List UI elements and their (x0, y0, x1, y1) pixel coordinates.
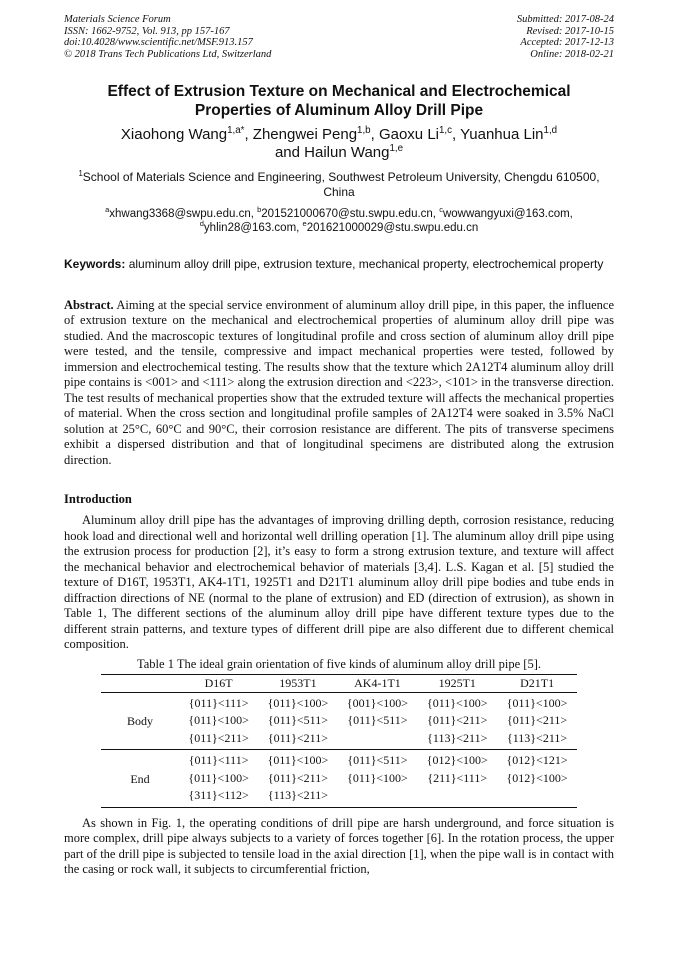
table-cell: {011}<100> (506, 695, 568, 710)
author-line-1: Xiaohong Wang$^{1,a*}$, Zhengwei Peng$^{1,b}$, Gaoxu Li$^{1,c}$, Yuanhua Lin$^{1,d}$ (120, 125, 558, 143)
table-cell: {011}<211> (506, 713, 568, 727)
email-c: wowwangyuxi@163.com, (442, 208, 573, 220)
author-emails (64, 205, 614, 235)
table-header-cell: 1925T1 (417, 674, 497, 692)
table-cell: {113}<211> (417, 730, 497, 750)
table-header-row (101, 674, 577, 692)
table-row (101, 692, 577, 712)
table-caption: Table 1 The ideal grain orientation of five kinds of aluminum alloy drill pipe [5]. (137, 656, 541, 671)
table-header-cell: D16T (179, 674, 258, 692)
table-cell: {011}<100> (426, 695, 488, 710)
journal-name: Materials Science Forum (64, 14, 171, 25)
table-header-cell: AK4-1T1 (338, 674, 418, 692)
author-name: Gaoxu Li (378, 126, 439, 143)
paper-title (64, 82, 614, 120)
date-revised: Revised: 2017-10-15 (526, 25, 614, 37)
email-sup: e (302, 218, 307, 228)
table-cell (497, 787, 577, 807)
row-group-label-end: End (101, 750, 179, 808)
table-cell: {113}<211> (258, 787, 337, 807)
table-cell (338, 787, 418, 807)
table-row (101, 750, 577, 770)
author-sup: 1,d (543, 125, 558, 136)
email-sup: a (105, 205, 110, 215)
author-list (64, 126, 614, 162)
email-sup: b (257, 205, 262, 215)
keywords-label: Keywords: (64, 257, 126, 271)
paper-page (64, 14, 614, 878)
journal-doi: doi:10.4028/www.scientific.net/MSF.913.157 (64, 37, 253, 48)
table-cell: {311}<112> (179, 787, 258, 807)
paper-title-line-1: Effect of Extrusion Texture on Mechanical and Electrochemical (107, 83, 571, 100)
journal-issn: ISSN: 1662-9752, Vol. 913, pp 157-167 (64, 25, 230, 37)
table-cell: {011}<511> (347, 713, 408, 727)
table-cell: {011}<211> (179, 730, 258, 750)
email-sup: c (439, 205, 443, 215)
email-e: 201621000029@stu.swpu.edu.cn (306, 221, 479, 234)
author-sup: 1,e (389, 143, 404, 154)
affiliation-text: School of Materials Science and Engineering, Southwest Petroleum University, Chengdu 610500, China (82, 170, 600, 199)
affiliation (64, 170, 614, 200)
journal-header (64, 14, 614, 60)
email-sup: d (199, 218, 204, 228)
author-line-2 (64, 144, 614, 162)
submission-dates (517, 14, 614, 60)
table-cell: {011}<511> (347, 753, 408, 767)
row-group-label-body: Body (101, 692, 179, 750)
table-cell: {011}<211> (427, 713, 488, 727)
author-name: Zhengwei Peng (252, 126, 358, 143)
table-header-cell: D21T1 (497, 674, 577, 692)
keywords (64, 257, 614, 272)
table-cell: {113}<211> (497, 730, 577, 750)
table-cell: {011}<211> (267, 770, 328, 785)
table-cell: {011}<100> (267, 753, 329, 767)
email-b: 201521000670@stu.swpu.edu.cn, (261, 208, 437, 220)
email-d: yhlin28@163.com, (203, 221, 300, 234)
table-header-cell: 1953T1 (258, 674, 337, 692)
orientation-table (101, 674, 577, 808)
affiliation-sup: 1 (78, 169, 83, 178)
email-a: xhwang3368@swpu.edu.cn, (109, 208, 254, 220)
author-name: Yuanhua Lin (460, 126, 544, 143)
table-cell: {011}<100> (188, 770, 249, 785)
table-header-cell (101, 674, 179, 692)
author-sup: 1,a* (227, 125, 245, 136)
abstract-text: Aiming at the special service environment of aluminum alloy drill pipe, in this paper, the influence of extrusion texture on the mechanical and electrochemical properties of aluminum alloy drill pipe was studied. And the macroscopic textures of longitudinal profile and cross section of aluminum alloy drill pipe were tested, and the tensile, compressive and impact mechanical properties were tested, followed by immersion and electrochemical testing. The results show that the texture which 2A12T4 aluminum alloy drill pipe contains is <001> and <111> along the extrusion direction and <223>, <101> in the transverse direction. The test results of mechanical properties show that the extruded texture will affects the mechanical properties of material. When the cross section and longitudinal profile samples of 2A12T4 were soaked in 3.5% NaCl solution at 25°C, 60°C and 90°C, their corrosion resistance are different. The pits of transverse specimens exhibit a dispersed distribution and that of longitudinal specimens are distributed along the extrusion direction. (64, 297, 614, 467)
table-cell: {011}<111> (188, 695, 249, 710)
date-submitted: Submitted: 2017-08-24 (516, 14, 614, 25)
keywords-text: aluminum alloy drill pipe, extrusion texture, mechanical property, electrochemical property (128, 257, 604, 271)
table-cell: {012}<100> (506, 770, 568, 785)
author-name: Xiaohong Wang (120, 126, 228, 143)
table-cell: {211}<111> (427, 770, 488, 785)
table-1 (64, 657, 614, 808)
introduction-paragraph-1: Aluminum alloy drill pipe has the advantages of improving drilling depth, corrosion resistance, reducing hook load and directional well and horizontal well drilling operation [1]. The aluminum alloy drill pipe using the extrusion process for production [2], it’s easy to form a strong extrusion texture, and texture will affect the mechanical behavior and electrochemical behavior of materials [3,4]. L.S. Kagan et al. [5] studied the texture of D16T, 1953T1, AK4-1T1, 1925T1 and D21T1 aluminum alloy drill pipe bodies and tube ends in diffraction directions of NE (normal to the plane of extrusion) and ED (direction of extrusion), as shown in Table 1, The different sections of the aluminum alloy drill pipe have different texture types due to the different strain patterns, and texture types of different drill pipe are also different due to different chemical composition. (64, 513, 614, 651)
author-sup: 1,b (357, 125, 371, 136)
journal-info (64, 14, 271, 60)
section-heading-introduction: Introduction (64, 492, 132, 506)
table-cell: {011}<100> (347, 770, 408, 785)
table-cell: {001}<100> (346, 695, 408, 710)
abstract (64, 298, 614, 469)
date-accepted: Accepted: 2017-12-13 (520, 37, 614, 48)
table-cell: {012}<121> (506, 753, 568, 767)
table-cell: {011}<111> (188, 753, 249, 767)
author-name: and Hailun Wang (274, 144, 390, 161)
table-cell (338, 730, 418, 750)
table-cell: {011}<100> (188, 713, 249, 727)
table-cell: {012}<100> (426, 753, 488, 767)
table-cell: {011}<511> (267, 713, 328, 727)
table-cell (417, 787, 497, 807)
table-cell: {011}<211> (258, 730, 337, 750)
table-cell: {011}<100> (267, 695, 329, 710)
author-sup: 1,c (439, 125, 453, 136)
date-online: Online: 2018-02-21 (530, 48, 614, 60)
journal-copyright: © 2018 Trans Tech Publications Ltd, Switzerland (64, 48, 272, 60)
paper-title-line-2: Properties of Aluminum Alloy Drill Pipe (194, 102, 484, 119)
abstract-label: Abstract. (64, 297, 114, 312)
introduction-paragraph-2: As shown in Fig. 1, the operating conditions of drill pipe are harsh underground, and force situation is more complex, drill pipe always subjects to a variety of forces together [6]. In the rotation process, the upper part of the drill pipe is subjected to tensile load in the axial direction [1], when the pipe wall is in contact with the casing or rock wall, it subjects to circumferential friction, (64, 815, 614, 876)
